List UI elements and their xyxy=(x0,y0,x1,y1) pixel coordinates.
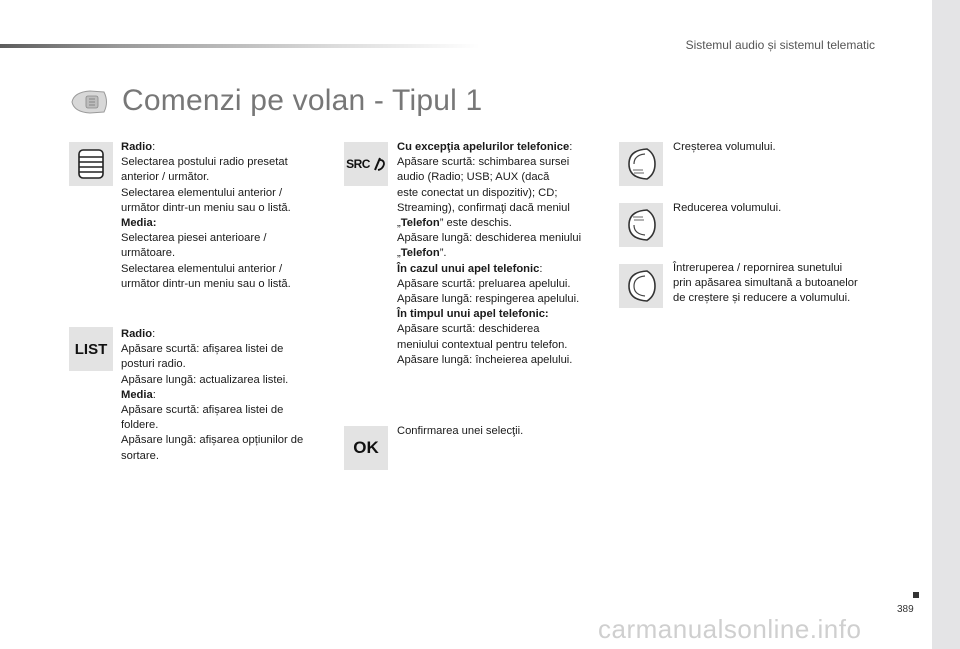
page-title: Comenzi pe volan - Tipul 1 xyxy=(122,84,483,117)
mute-description: Întreruperea / repornirea sunetului prin apăsarea simultană a butoanelor de creștere și reducere a volumului. xyxy=(673,262,858,305)
src-button-description: Cu excepţia apelurilor telefonice: Apăsare scurtă: schimbarea sursei audio (Radio; USB; AUX (dacă este conectat un dispozitiv); CD; Streaming), confirmaţi dacă meniul „Telefon” este deschis. Apăsare lungă: deschiderea meniului „Telefon”. În cazul unui apel telefonic: Apăsare scurtă: preluarea apelului. Apăsare lungă: respingerea apelului. În timpul unui apel telefonic: Apăsare scurtă: deschiderea meniului contextual pentru telefon. Apăsare lungă: încheierea apelului. xyxy=(397,141,582,366)
mute-button-icon xyxy=(619,264,663,308)
ok-button-icon: OK xyxy=(344,426,388,470)
thumbwheel-icon xyxy=(69,142,113,186)
section-header: Sistemul audio și sistemul telematic xyxy=(685,38,875,52)
watermark-text: carmanualsonline.info xyxy=(598,614,862,644)
volume-down-button-icon xyxy=(619,203,663,247)
page-marker xyxy=(913,592,919,598)
radio-thumbwheel-description: Radio: Selectarea postului radio presetat anterior / următor. Selectarea elementului anterior / următor dintr-un meniu sau o listă. Media: Selectarea piesei anterioare / următoare. Selectarea elementului anterior / următor dintr-un meniu sau o listă. xyxy=(121,141,291,290)
header-gradient-line xyxy=(0,44,480,48)
ok-button-description: Confirmarea unei selecţii. xyxy=(397,425,524,437)
right-sidebar-strip xyxy=(932,0,960,649)
list-button-icon: LIST xyxy=(69,327,113,371)
volume-up-description: Creșterea volumului. xyxy=(673,141,776,153)
list-button-description: Radio: Apăsare scurtă: afișarea listei de posturi radio. Apăsare lungă: actualizarea listei. Media: Apăsare scurtă: afișarea listei de foldere. Apăsare lungă: afișarea opțiunilor de sortare. xyxy=(121,328,304,462)
steering-wheel-controls-icon xyxy=(70,88,110,116)
src-phone-button-icon: SRC xyxy=(344,142,388,186)
page-number: 389 xyxy=(897,604,914,615)
volume-up-button-icon xyxy=(619,142,663,186)
volume-down-description: Reducerea volumului. xyxy=(673,202,782,214)
